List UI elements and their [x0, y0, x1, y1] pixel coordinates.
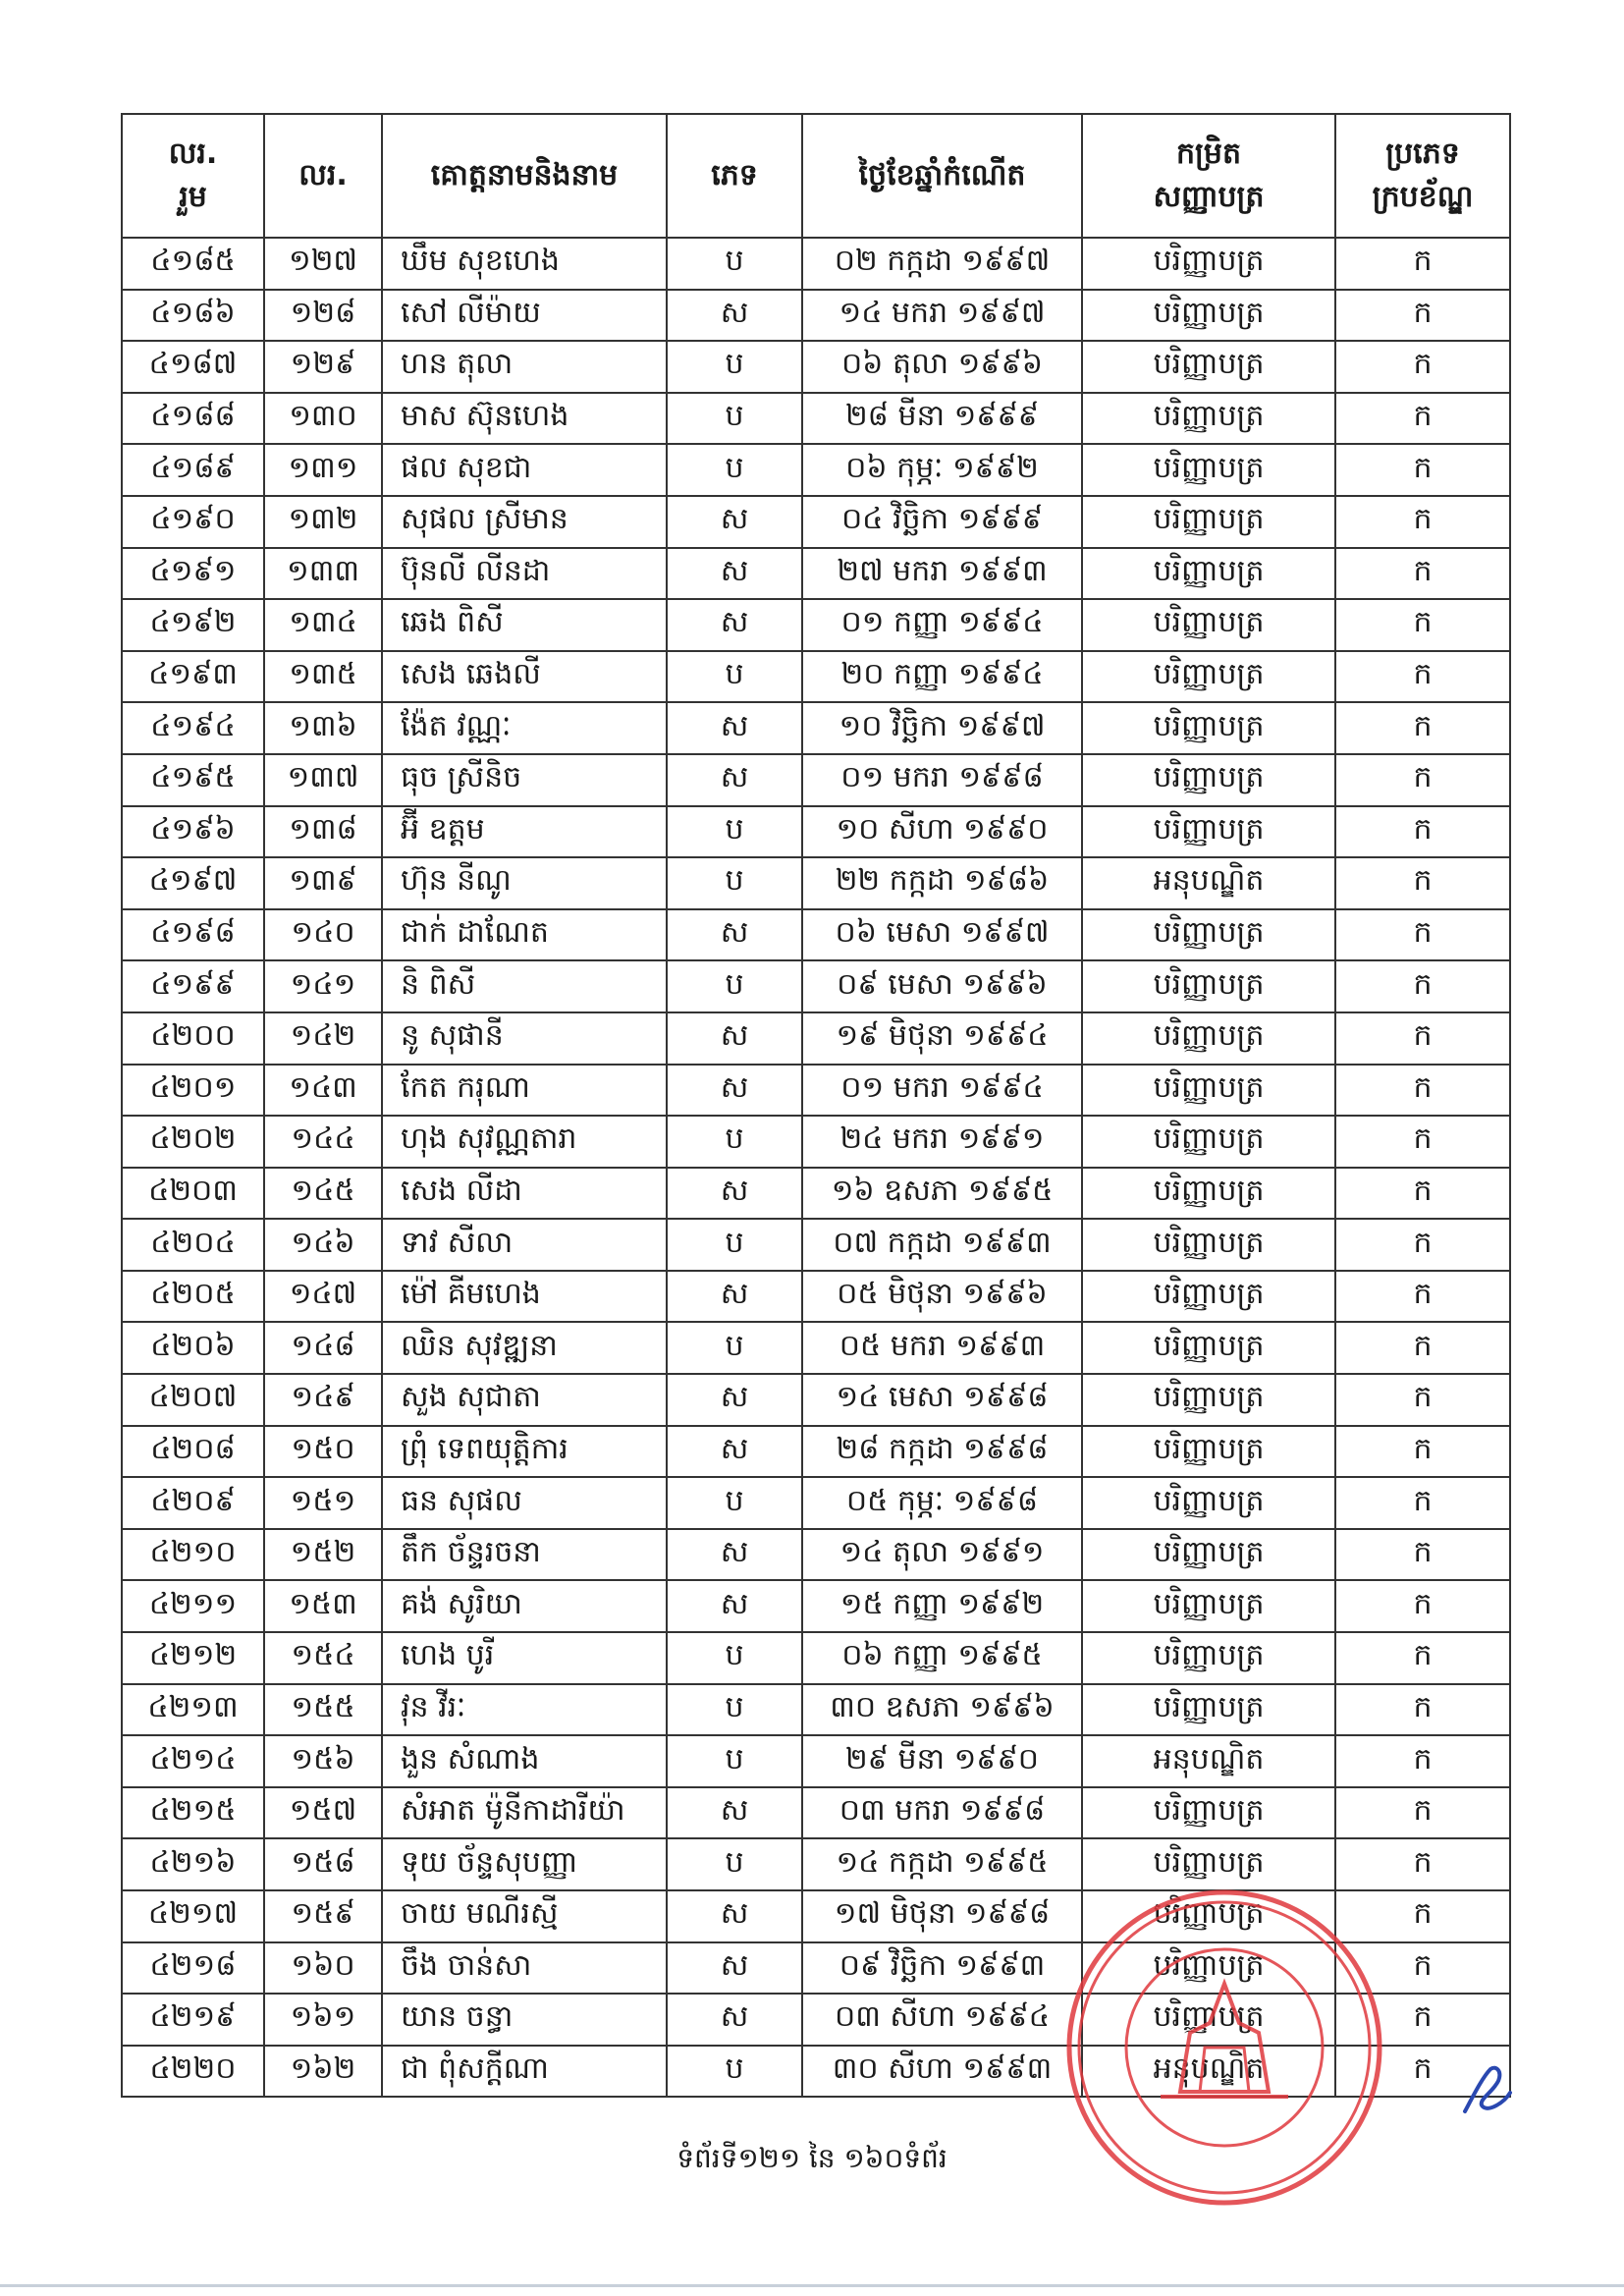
table-row: [122, 548, 1510, 600]
cell-framework-type: ក: [1335, 1065, 1510, 1117]
cell-degree-level: បរិញ្ញាបត្រ: [1082, 960, 1335, 1012]
cell-date-of-birth: ០៥ មិថុនា ១៩៩៦: [802, 1271, 1082, 1323]
cell-gender: ប: [667, 1632, 802, 1684]
table-body: [122, 238, 1510, 2097]
signature-mark: [1453, 2057, 1522, 2126]
cell-date-of-birth: ០១ មករា ១៩៩៤: [802, 1065, 1082, 1117]
cell-number: ១៤៨: [264, 1322, 382, 1374]
table-row: [122, 238, 1510, 290]
cell-number: ១៥០: [264, 1426, 382, 1478]
cell-number: ១៤៥: [264, 1168, 382, 1220]
cell-total-number: ៤២០២: [122, 1116, 264, 1168]
cell-date-of-birth: ២០ កញ្ញា ១៩៩៤: [802, 651, 1082, 703]
cell-total-number: ៤១៨៥: [122, 238, 264, 290]
cell-total-number: ៤២១៥: [122, 1787, 264, 1839]
cell-gender: ស: [667, 1529, 802, 1581]
cell-gender: ស: [667, 1994, 802, 2046]
cell-full-name: អ៊ី ឧត្តម: [382, 806, 667, 858]
cell-number: ១៥៩: [264, 1890, 382, 1942]
cell-framework-type: ក: [1335, 1580, 1510, 1632]
table-row: [122, 1271, 1510, 1323]
cell-date-of-birth: ២៤ មករា ១៩៩១: [802, 1116, 1082, 1168]
cell-full-name: ធុច ស្រីនិច: [382, 754, 667, 806]
cell-total-number: ៤១៨៩: [122, 444, 264, 496]
cell-total-number: ៤១៩១: [122, 548, 264, 600]
cell-total-number: ៤១៩៧: [122, 857, 264, 909]
table-row: [122, 1632, 1510, 1684]
cell-framework-type: ក: [1335, 1322, 1510, 1374]
cell-full-name: សួង សុជាតា: [382, 1374, 667, 1426]
cell-gender: ប: [667, 857, 802, 909]
table-row: [122, 1580, 1510, 1632]
cell-gender: ស: [667, 1168, 802, 1220]
header-gender: ភេទ: [667, 114, 802, 238]
cell-total-number: ៤២០៤: [122, 1219, 264, 1271]
cell-date-of-birth: ៣០ សីហា ១៩៩៣: [802, 2046, 1082, 2098]
cell-degree-level: បរិញ្ញាបត្រ: [1082, 548, 1335, 600]
cell-degree-level: បរិញ្ញាបត្រ: [1082, 1116, 1335, 1168]
header-number: លរ.: [264, 114, 382, 238]
cell-full-name: សេង ឆេងលី: [382, 651, 667, 703]
header-framework-type: ប្រភេទ ក្របខ័ណ្ឌ: [1335, 114, 1510, 238]
table-row: [122, 960, 1510, 1012]
cell-gender: ស: [667, 1426, 802, 1478]
cell-full-name: ហុង សុវណ្ណតារា: [382, 1116, 667, 1168]
cell-gender: ប: [667, 960, 802, 1012]
cell-number: ១៥២: [264, 1529, 382, 1581]
table-row: [122, 1012, 1510, 1065]
cell-gender: ប: [667, 1116, 802, 1168]
cell-number: ១៤២: [264, 1012, 382, 1065]
cell-total-number: ៤២១១: [122, 1580, 264, 1632]
cell-degree-level: បរិញ្ញាបត្រ: [1082, 1322, 1335, 1374]
table-row: [122, 444, 1510, 496]
cell-full-name: សុផល ស្រីមាន: [382, 496, 667, 548]
cell-total-number: ៤២១៤: [122, 1735, 264, 1787]
cell-full-name: ធន សុផល: [382, 1477, 667, 1529]
cell-gender: ស: [667, 548, 802, 600]
cell-gender: ស: [667, 1890, 802, 1942]
cell-total-number: ៤១៩៨: [122, 909, 264, 961]
cell-framework-type: ក: [1335, 2046, 1510, 2098]
cell-total-number: ៤២០៧: [122, 1374, 264, 1426]
cell-degree-level: បរិញ្ញាបត្រ: [1082, 1994, 1335, 2046]
cell-degree-level: បរិញ្ញាបត្រ: [1082, 444, 1335, 496]
official-seal-stamp: [1062, 1886, 1386, 2210]
cell-total-number: ៤២១៧: [122, 1890, 264, 1942]
cell-gender: ស: [667, 702, 802, 754]
cell-total-number: ៤២០១: [122, 1065, 264, 1117]
cell-date-of-birth: ០១ កញ្ញា ១៩៩៤: [802, 599, 1082, 651]
cell-number: ១២៩: [264, 341, 382, 393]
cell-number: ១៣៨: [264, 806, 382, 858]
cell-full-name: ទុយ ច័ន្ទសុបញ្ញា: [382, 1838, 667, 1890]
table-row: [122, 341, 1510, 393]
cell-gender: ប: [667, 341, 802, 393]
cell-gender: ប: [667, 1219, 802, 1271]
cell-framework-type: ក: [1335, 754, 1510, 806]
cell-gender: ស: [667, 1374, 802, 1426]
table-row: [122, 1116, 1510, 1168]
cell-degree-level: អនុបណ្ឌិត: [1082, 857, 1335, 909]
cell-framework-type: ក: [1335, 960, 1510, 1012]
cell-gender: ប: [667, 651, 802, 703]
cell-framework-type: ក: [1335, 1116, 1510, 1168]
cell-gender: ប: [667, 1735, 802, 1787]
cell-date-of-birth: ០៦ មេសា ១៩៩៧: [802, 909, 1082, 961]
cell-gender: ប: [667, 238, 802, 290]
cell-date-of-birth: ១៤ មករា ១៩៩៧: [802, 290, 1082, 342]
cell-degree-level: បរិញ្ញាបត្រ: [1082, 1942, 1335, 1995]
cell-framework-type: ក: [1335, 1426, 1510, 1478]
cell-degree-level: បរិញ្ញាបត្រ: [1082, 1374, 1335, 1426]
cell-gender: ស: [667, 909, 802, 961]
cell-total-number: ៤២០៣: [122, 1168, 264, 1220]
cell-date-of-birth: ០១ មករា ១៩៩៨: [802, 754, 1082, 806]
cell-number: ១៣១: [264, 444, 382, 496]
cell-framework-type: ក: [1335, 1735, 1510, 1787]
cell-total-number: ៤១៨៧: [122, 341, 264, 393]
cell-date-of-birth: ០២ កក្កដា ១៩៩៧: [802, 238, 1082, 290]
cell-gender: ស: [667, 1271, 802, 1323]
cell-full-name: ជា ពុំសក្ដីណា: [382, 2046, 667, 2098]
cell-degree-level: បរិញ្ញាបត្រ: [1082, 1838, 1335, 1890]
cell-full-name: សៅ លីម៉ាយ: [382, 290, 667, 342]
cell-full-name: ចឹង ចាន់សា: [382, 1942, 667, 1995]
cell-date-of-birth: ០៣ សីហា ១៩៩៤: [802, 1994, 1082, 2046]
cell-full-name: នូ សុផានី: [382, 1012, 667, 1065]
cell-number: ១៥៥: [264, 1684, 382, 1736]
cell-total-number: ៤២១៣: [122, 1684, 264, 1736]
cell-date-of-birth: ១៦ ឧសភា ១៩៩៥: [802, 1168, 1082, 1220]
cell-framework-type: ក: [1335, 1838, 1510, 1890]
table-row: [122, 1065, 1510, 1117]
cell-total-number: ៤១៩៤: [122, 702, 264, 754]
page-number-footer: ទំព័រទី១២១ នៃ ១៦០ទំព័រ: [677, 2142, 947, 2174]
cell-total-number: ៤២១០: [122, 1529, 264, 1581]
cell-number: ១៣៤: [264, 599, 382, 651]
cell-date-of-birth: ១៤ កក្កដា ១៩៩៥: [802, 1838, 1082, 1890]
cell-degree-level: បរិញ្ញាបត្រ: [1082, 1477, 1335, 1529]
cell-full-name: ឃឹម សុខហេង: [382, 238, 667, 290]
cell-full-name: ងួន សំណាង: [382, 1735, 667, 1787]
cell-framework-type: ក: [1335, 238, 1510, 290]
cell-framework-type: ក: [1335, 1787, 1510, 1839]
cell-degree-level: បរិញ្ញាបត្រ: [1082, 341, 1335, 393]
cell-degree-level: បរិញ្ញាបត្រ: [1082, 909, 1335, 961]
cell-date-of-birth: ៣០ ឧសភា ១៩៩៦: [802, 1684, 1082, 1736]
cell-full-name: ជាក់ ដាណែត: [382, 909, 667, 961]
cell-full-name: កែត ករុណា: [382, 1065, 667, 1117]
cell-number: ១៣២: [264, 496, 382, 548]
table-row: [122, 702, 1510, 754]
cell-framework-type: ក: [1335, 1529, 1510, 1581]
table-row: [122, 1529, 1510, 1581]
cell-full-name: គង់ សូរិយា: [382, 1580, 667, 1632]
cell-number: ១២៧: [264, 238, 382, 290]
cell-gender: ប: [667, 806, 802, 858]
cell-number: ១៤៧: [264, 1271, 382, 1323]
cell-framework-type: ក: [1335, 806, 1510, 858]
cell-gender: ស: [667, 1012, 802, 1065]
cell-gender: ស: [667, 754, 802, 806]
table-row: [122, 393, 1510, 445]
cell-framework-type: ក: [1335, 1684, 1510, 1736]
cell-number: ១៣៥: [264, 651, 382, 703]
cell-number: ១៥៣: [264, 1580, 382, 1632]
cell-framework-type: ក: [1335, 909, 1510, 961]
cell-number: ១២៨: [264, 290, 382, 342]
cell-framework-type: ក: [1335, 444, 1510, 496]
cell-total-number: ៤១៩៥: [122, 754, 264, 806]
table-row: [122, 496, 1510, 548]
cell-full-name: តឹក ច័ន្ទរចនា: [382, 1529, 667, 1581]
cell-number: ១៣៧: [264, 754, 382, 806]
cell-degree-level: បរិញ្ញាបត្រ: [1082, 1890, 1335, 1942]
cell-gender: ស: [667, 290, 802, 342]
table-row: [122, 806, 1510, 858]
table-row: [122, 1838, 1510, 1890]
cell-degree-level: បរិញ្ញាបត្រ: [1082, 702, 1335, 754]
cell-total-number: ៤១៩៣: [122, 651, 264, 703]
cell-number: ១៣០: [264, 393, 382, 445]
cell-degree-level: បរិញ្ញាបត្រ: [1082, 1271, 1335, 1323]
cell-number: ១៣៩: [264, 857, 382, 909]
table-row: [122, 1168, 1510, 1220]
cell-full-name: ឆេង ពិសី: [382, 599, 667, 651]
cell-number: ១៤៤: [264, 1116, 382, 1168]
cell-degree-level: បរិញ្ញាបត្រ: [1082, 1787, 1335, 1839]
cell-full-name: ហ៊ុន នីណូ: [382, 857, 667, 909]
cell-number: ១៥៧: [264, 1787, 382, 1839]
cell-framework-type: ក: [1335, 496, 1510, 548]
cell-number: ១៦០: [264, 1942, 382, 1995]
cell-full-name: ឈិន សុវឌ្ឍនា: [382, 1322, 667, 1374]
cell-full-name: ប៊ុនលី លីនដា: [382, 548, 667, 600]
cell-gender: ស: [667, 1942, 802, 1995]
cell-framework-type: ក: [1335, 1168, 1510, 1220]
cell-degree-level: បរិញ្ញាបត្រ: [1082, 238, 1335, 290]
table-row: [122, 754, 1510, 806]
cell-total-number: ៤២០៦: [122, 1322, 264, 1374]
cell-total-number: ៤២១៦: [122, 1838, 264, 1890]
cell-date-of-birth: ០៦ កុម្ភៈ ១៩៩២: [802, 444, 1082, 496]
cell-number: ១៦១: [264, 1994, 382, 2046]
cell-full-name: ផល សុខជា: [382, 444, 667, 496]
cell-date-of-birth: ១៥ កញ្ញា ១៩៩២: [802, 1580, 1082, 1632]
cell-total-number: ៤១៩៦: [122, 806, 264, 858]
header-degree-level: កម្រិត សញ្ញាបត្រ: [1082, 114, 1335, 238]
cell-full-name: និ ពិសី: [382, 960, 667, 1012]
cell-degree-level: បរិញ្ញាបត្រ: [1082, 1012, 1335, 1065]
cell-total-number: ៤២២០: [122, 2046, 264, 2098]
cell-date-of-birth: ១០ វិច្ឆិកា ១៩៩៧: [802, 702, 1082, 754]
table-row: [122, 1426, 1510, 1478]
cell-framework-type: ក: [1335, 1219, 1510, 1271]
cell-degree-level: បរិញ្ញាបត្រ: [1082, 393, 1335, 445]
cell-total-number: ៤១៨៦: [122, 290, 264, 342]
cell-date-of-birth: ០៣ មករា ១៩៩៨: [802, 1787, 1082, 1839]
header-total-number: លរ. រួម: [122, 114, 264, 238]
cell-total-number: ៤២០៥: [122, 1271, 264, 1323]
personnel-table-container: [121, 113, 1509, 2098]
cell-full-name: ចាយ មណីរស្មី: [382, 1890, 667, 1942]
cell-date-of-birth: ០៩ មេសា ១៩៩៦: [802, 960, 1082, 1012]
cell-framework-type: ក: [1335, 599, 1510, 651]
cell-gender: ប: [667, 1477, 802, 1529]
cell-degree-level: បរិញ្ញាបត្រ: [1082, 1426, 1335, 1478]
cell-number: ១៥១: [264, 1477, 382, 1529]
page-bottom-border: [0, 2284, 1624, 2287]
cell-full-name: ម៉ៅ គីមហេង: [382, 1271, 667, 1323]
cell-date-of-birth: ១៩ មិថុនា ១៩៩៤: [802, 1012, 1082, 1065]
cell-degree-level: បរិញ្ញាបត្រ: [1082, 1529, 1335, 1581]
cell-degree-level: បរិញ្ញាបត្រ: [1082, 806, 1335, 858]
cell-degree-level: បរិញ្ញាបត្រ: [1082, 1219, 1335, 1271]
cell-number: ១៤៩: [264, 1374, 382, 1426]
cell-gender: ស: [667, 496, 802, 548]
cell-total-number: ៤១៩០: [122, 496, 264, 548]
cell-date-of-birth: ១៧ មិថុនា ១៩៩៨: [802, 1890, 1082, 1942]
cell-framework-type: ក: [1335, 702, 1510, 754]
cell-total-number: ៤២១៨: [122, 1942, 264, 1995]
cell-number: ១៥៦: [264, 1735, 382, 1787]
cell-full-name: យាន ចន្ធា: [382, 1994, 667, 2046]
cell-date-of-birth: ២៧ មករា ១៩៩៣: [802, 548, 1082, 600]
cell-number: ១៦២: [264, 2046, 382, 2098]
cell-gender: ប: [667, 1322, 802, 1374]
cell-gender: ប: [667, 444, 802, 496]
cell-date-of-birth: ២២ កក្កដា ១៩៨៦: [802, 857, 1082, 909]
cell-framework-type: ក: [1335, 1890, 1510, 1942]
cell-gender: ស: [667, 599, 802, 651]
table-row: [122, 1322, 1510, 1374]
table-row: [122, 599, 1510, 651]
cell-total-number: ៤២០០: [122, 1012, 264, 1065]
cell-date-of-birth: ០៦ តុលា ១៩៩៦: [802, 341, 1082, 393]
cell-total-number: ៤២០៩: [122, 1477, 264, 1529]
cell-degree-level: អនុបណ្ឌិត: [1082, 2046, 1335, 2098]
cell-number: ១៤៣: [264, 1065, 382, 1117]
cell-full-name: សេង លីដា: [382, 1168, 667, 1220]
cell-full-name: ង៉ែត វណ្ណៈ: [382, 702, 667, 754]
cell-gender: ប: [667, 393, 802, 445]
cell-framework-type: ក: [1335, 548, 1510, 600]
cell-full-name: ហេង បូរី: [382, 1632, 667, 1684]
cell-framework-type: ក: [1335, 1994, 1510, 2046]
cell-degree-level: បរិញ្ញាបត្រ: [1082, 496, 1335, 548]
cell-date-of-birth: ០៤ វិច្ឆិកា ១៩៩៩: [802, 496, 1082, 548]
cell-date-of-birth: ០៦ កញ្ញា ១៩៩៥: [802, 1632, 1082, 1684]
cell-date-of-birth: ២៨ មីនា ១៩៩៩: [802, 393, 1082, 445]
cell-full-name: មាស ស៊ុនហេង: [382, 393, 667, 445]
cell-framework-type: ក: [1335, 1477, 1510, 1529]
table-row: [122, 290, 1510, 342]
cell-degree-level: បរិញ្ញាបត្រ: [1082, 754, 1335, 806]
cell-framework-type: ក: [1335, 1012, 1510, 1065]
table-row: [122, 1477, 1510, 1529]
cell-date-of-birth: ២៩ មីនា ១៩៩០: [802, 1735, 1082, 1787]
cell-degree-level: បរិញ្ញាបត្រ: [1082, 1632, 1335, 1684]
cell-full-name: វុន វីរៈ: [382, 1684, 667, 1736]
cell-degree-level: បរិញ្ញាបត្រ: [1082, 1065, 1335, 1117]
cell-number: ១៤០: [264, 909, 382, 961]
cell-gender: ស: [667, 1580, 802, 1632]
cell-framework-type: ក: [1335, 1374, 1510, 1426]
cell-gender: ប: [667, 1838, 802, 1890]
cell-total-number: ៤២១២: [122, 1632, 264, 1684]
cell-date-of-birth: ១៤ មេសា ១៩៩៨: [802, 1374, 1082, 1426]
cell-degree-level: បរិញ្ញាបត្រ: [1082, 1684, 1335, 1736]
cell-date-of-birth: ០៥ មករា ១៩៩៣: [802, 1322, 1082, 1374]
table-row: [122, 909, 1510, 961]
cell-total-number: ៤១៩២: [122, 599, 264, 651]
cell-date-of-birth: ២៨ កក្កដា ១៩៩៨: [802, 1426, 1082, 1478]
cell-degree-level: បរិញ្ញាបត្រ: [1082, 1580, 1335, 1632]
cell-number: ១៤៦: [264, 1219, 382, 1271]
table-header-row: [122, 114, 1510, 238]
cell-total-number: ៤២០៨: [122, 1426, 264, 1478]
cell-date-of-birth: ០៥ កុម្ភៈ ១៩៩៨: [802, 1477, 1082, 1529]
cell-number: ១៥៨: [264, 1838, 382, 1890]
cell-gender: ស: [667, 1787, 802, 1839]
cell-framework-type: ក: [1335, 290, 1510, 342]
cell-framework-type: ក: [1335, 393, 1510, 445]
cell-total-number: ៤២១៩: [122, 1994, 264, 2046]
cell-framework-type: ក: [1335, 1271, 1510, 1323]
cell-date-of-birth: ០៧ កក្កដា ១៩៩៣: [802, 1219, 1082, 1271]
cell-number: ១៣៦: [264, 702, 382, 754]
cell-full-name: សំអាត ម៉ូនីកាដារីយ៉ា: [382, 1787, 667, 1839]
cell-total-number: ៤១៩៩: [122, 960, 264, 1012]
header-date-of-birth: ថ្ងៃខែឆ្នាំកំណើត: [802, 114, 1082, 238]
cell-gender: ប: [667, 1684, 802, 1736]
cell-degree-level: បរិញ្ញាបត្រ: [1082, 599, 1335, 651]
cell-gender: ស: [667, 1065, 802, 1117]
cell-full-name: ហន តុលា: [382, 341, 667, 393]
cell-degree-level: អនុបណ្ឌិត: [1082, 1735, 1335, 1787]
cell-number: ១៤១: [264, 960, 382, 1012]
cell-framework-type: ក: [1335, 1632, 1510, 1684]
cell-full-name: ព្រុំ ទេពយុត្តិការ: [382, 1426, 667, 1478]
cell-degree-level: បរិញ្ញាបត្រ: [1082, 1168, 1335, 1220]
cell-number: ១៥៤: [264, 1632, 382, 1684]
header-full-name: គោត្តនាមនិងនាម: [382, 114, 667, 238]
table-row: [122, 1735, 1510, 1787]
cell-framework-type: ក: [1335, 1942, 1510, 1995]
cell-date-of-birth: ០៩ វិច្ឆិកា ១៩៩៣: [802, 1942, 1082, 1995]
cell-framework-type: ក: [1335, 857, 1510, 909]
table-row: [122, 1374, 1510, 1426]
table-row: [122, 1684, 1510, 1736]
cell-number: ១៣៣: [264, 548, 382, 600]
cell-framework-type: ក: [1335, 651, 1510, 703]
cell-date-of-birth: ១០ សីហា ១៩៩០: [802, 806, 1082, 858]
personnel-table: [121, 113, 1511, 2098]
cell-gender: ប: [667, 2046, 802, 2098]
table-row: [122, 651, 1510, 703]
table-row: [122, 1219, 1510, 1271]
cell-degree-level: បរិញ្ញាបត្រ: [1082, 290, 1335, 342]
cell-degree-level: បរិញ្ញាបត្រ: [1082, 651, 1335, 703]
cell-full-name: ទាវ សីលា: [382, 1219, 667, 1271]
table-row: [122, 1787, 1510, 1839]
cell-total-number: ៤១៨៨: [122, 393, 264, 445]
cell-framework-type: ក: [1335, 341, 1510, 393]
cell-date-of-birth: ១៤ តុលា ១៩៩១: [802, 1529, 1082, 1581]
table-row: [122, 857, 1510, 909]
